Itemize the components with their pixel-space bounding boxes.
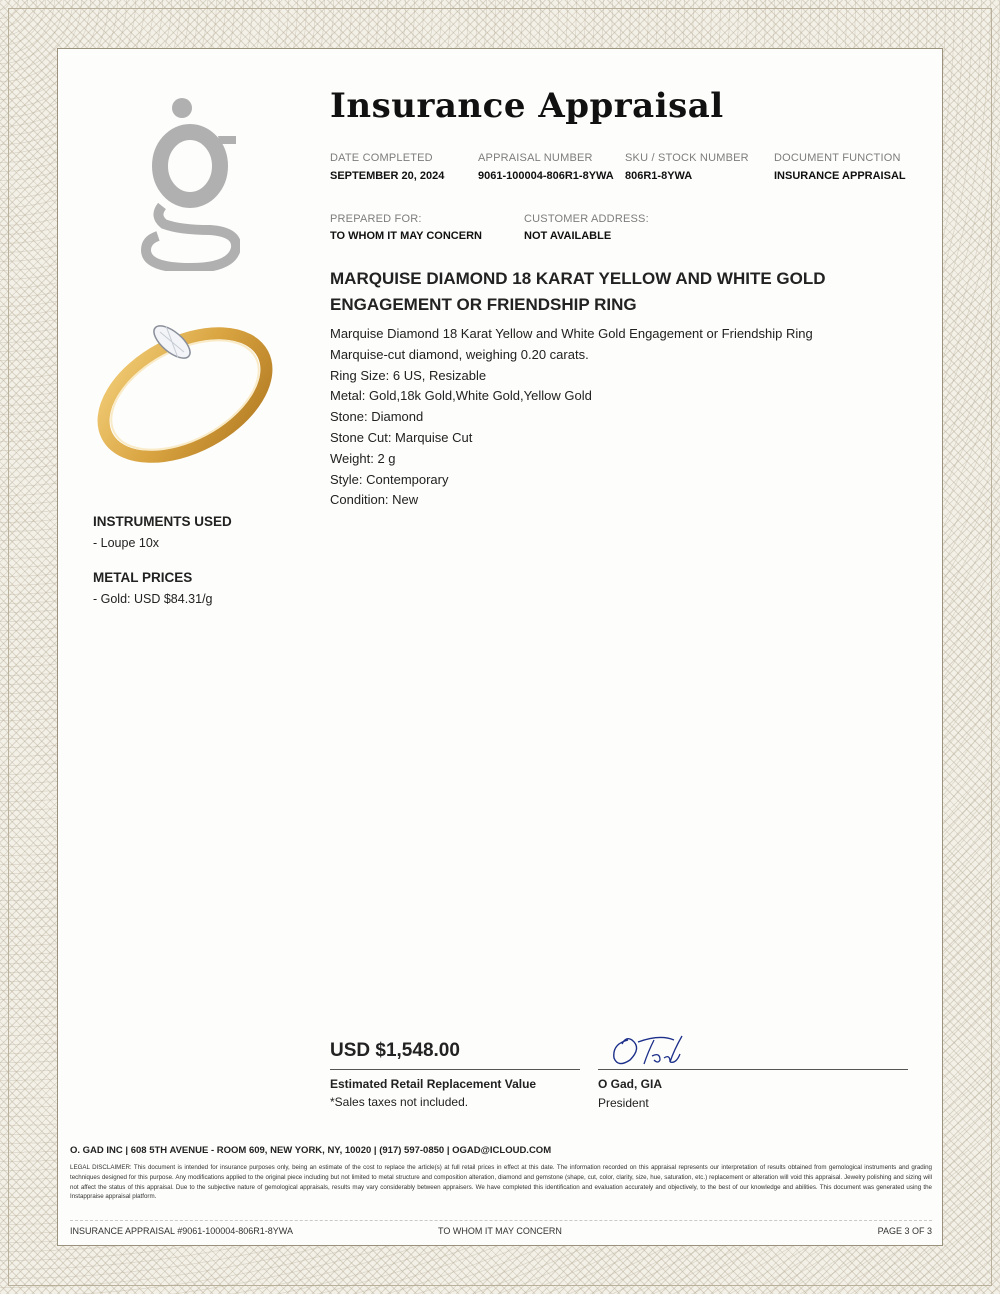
appraised-price: USD $1,548.00 xyxy=(330,1040,460,1061)
customer-address-label: CUSTOMER ADDRESS: xyxy=(524,213,649,225)
sku-label: SKU / STOCK NUMBER xyxy=(625,152,749,164)
page-title: Insurance Appraisal xyxy=(330,86,724,126)
ring-image xyxy=(90,310,280,490)
appraisal-number-label: APPRAISAL NUMBER xyxy=(478,152,593,164)
document-function-value: INSURANCE APPRAISAL xyxy=(774,170,906,182)
description-line: Ring Size: 6 US, Resizable xyxy=(330,367,487,383)
footer-divider xyxy=(70,1220,932,1221)
description-line: Stone Cut: Marquise Cut xyxy=(330,429,473,445)
signatory-name: O Gad, GIA xyxy=(598,1077,663,1091)
price-note: *Sales taxes not included. xyxy=(330,1095,469,1109)
instruments-item: - Loupe 10x xyxy=(93,536,160,550)
metal-prices-item: - Gold: USD $84.31/g xyxy=(93,592,213,606)
description-line: Marquise-cut diamond, weighing 0.20 carats. xyxy=(330,346,589,362)
company-contact: O. GAD INC | 608 5TH AVENUE - ROOM 609, NEW YORK, NY, 10020 | (917) 597-0850 | OGAD@ICLOUD.COM xyxy=(70,1145,552,1156)
description-line: Metal: Gold,18k Gold,White Gold,Yellow Gold xyxy=(330,388,592,404)
prepared-for-value: TO WHOM IT MAY CONCERN xyxy=(330,230,482,242)
description-line: Stone: Diamond xyxy=(330,409,424,425)
brand-logo-icon xyxy=(140,96,240,271)
metal-prices-heading: METAL PRICES xyxy=(93,570,193,585)
item-description xyxy=(330,324,890,511)
footer-appraisal-ref: INSURANCE APPRAISAL #9061-100004-806R1-8YWA xyxy=(70,1226,293,1236)
footer-recipient: TO WHOM IT MAY CONCERN xyxy=(438,1226,562,1236)
signatory-title: President xyxy=(598,1096,649,1110)
description-line: Weight: 2 g xyxy=(330,450,396,466)
signature-image xyxy=(608,1030,698,1070)
description-line: Marquise Diamond 18 Karat Yellow and White Gold Engagement or Friendship Ring xyxy=(330,326,813,341)
description-line: Style: Contemporary xyxy=(330,471,449,487)
customer-address-value: NOT AVAILABLE xyxy=(524,230,612,242)
date-completed-label: DATE COMPLETED xyxy=(330,152,433,164)
document-function-label: DOCUMENT FUNCTION xyxy=(774,152,901,164)
date-completed-value: SEPTEMBER 20, 2024 xyxy=(330,170,445,182)
prepared-for-label: PREPARED FOR: xyxy=(330,213,422,225)
item-title: MARQUISE DIAMOND 18 KARAT YELLOW AND WHITE GOLD ENGAGEMENT OR FRIENDSHIP RING xyxy=(330,269,826,314)
signature-divider xyxy=(598,1069,908,1070)
description-line: Condition: New xyxy=(330,492,419,508)
sku-value: 806R1-8YWA xyxy=(625,170,693,182)
legal-disclaimer: LEGAL DISCLAIMER: This document is intended for insurance purposes only, being an estimate of the cost to replace the article(s) at full retail prices in effect at this date. The information recorded on this appraisal represents our interpretation of results obtained from gemological instruments and grading techniques designed for this purpose. Any modifications applied to the original piece including but not limited to metal structure and composition alteration, diamond and gemstone (shape, cut, color, clarity, size, hue, saturation, etc.) replacement or alteration will void this appraisal. Jewelry polishing and sizing will not affect the status of this appraisal. Due to the subjective nature of gemological appraisals, results may vary considerably between appraisers. We have completed this identification and evaluation accurately and objectively, to the best of our knowledge and abilities. This document was generated using the Instappraise appraisal platform. xyxy=(70,1164,932,1201)
footer-page-number: PAGE 3 OF 3 xyxy=(877,1226,932,1236)
price-label: Estimated Retail Replacement Value xyxy=(330,1077,537,1091)
appraisal-number-value: 9061-100004-806R1-8YWA xyxy=(478,170,614,182)
price-divider xyxy=(330,1069,580,1070)
instruments-heading: INSTRUMENTS USED xyxy=(93,514,232,529)
